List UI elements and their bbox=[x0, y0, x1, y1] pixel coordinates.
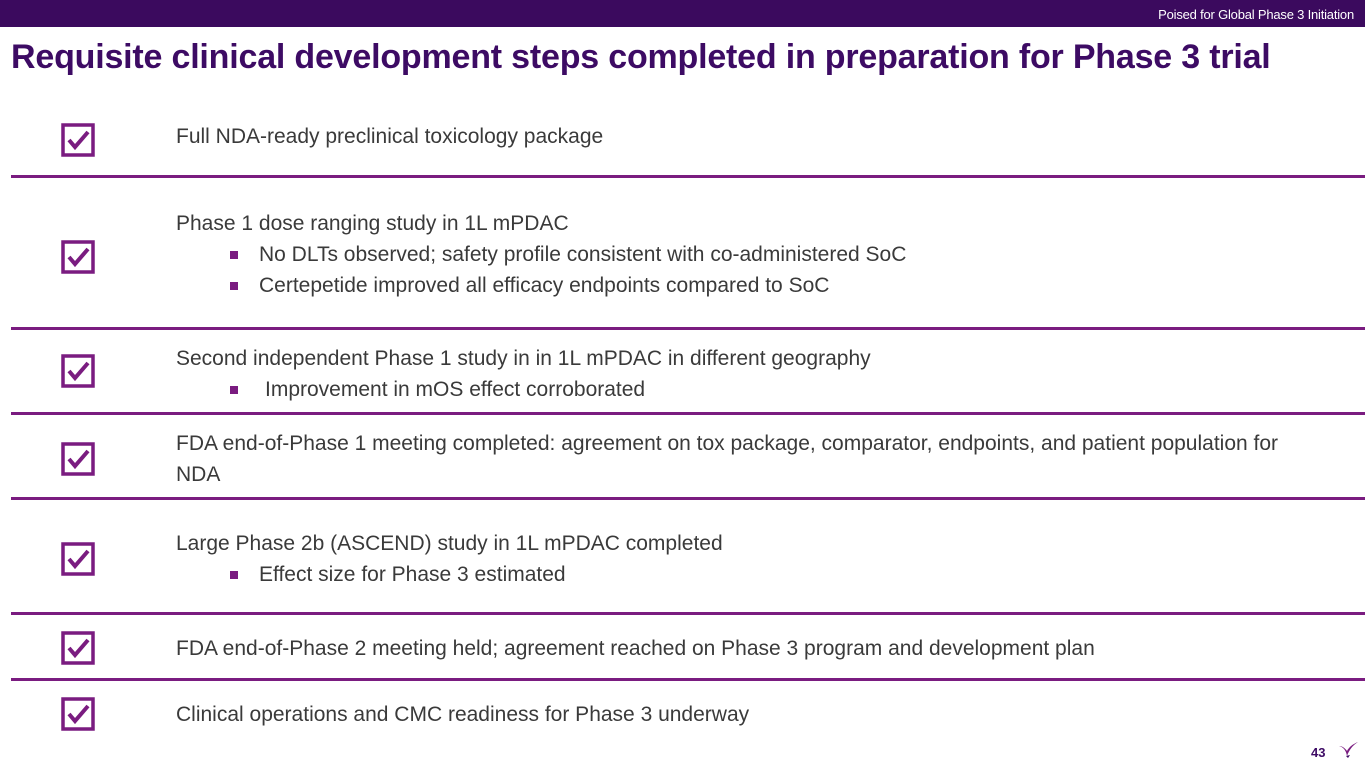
checkbox-checked-icon bbox=[61, 697, 95, 731]
row-divider bbox=[11, 412, 1365, 415]
checkbox-checked-icon bbox=[61, 240, 95, 274]
checkbox-checked-icon bbox=[61, 123, 95, 157]
slide-title: Requisite clinical development steps completed in preparation for Phase 3 trial bbox=[11, 38, 1271, 76]
top-header-bar bbox=[0, 0, 1365, 27]
item-text: Large Phase 2b (ASCEND) study in 1L mPDAC completed bbox=[176, 532, 723, 555]
checkbox-checked-icon bbox=[61, 542, 95, 576]
item-text: Second independent Phase 1 study in in 1L mPDAC in different geography bbox=[176, 347, 871, 370]
item-bullet: Improvement in mOS effect corroborated bbox=[176, 374, 1325, 405]
item-text: FDA end-of-Phase 1 meeting completed: agreement on tox package, comparator, endpoints, and patient population for NDA bbox=[176, 432, 1279, 486]
item-bullet: Certepetide improved all efficacy endpoints compared to SoC bbox=[176, 270, 1325, 301]
bird-logo-icon bbox=[1337, 741, 1359, 764]
row-divider bbox=[11, 497, 1365, 500]
checkbox-checked-icon bbox=[61, 354, 95, 388]
item-text: FDA end-of-Phase 2 meeting held; agreement reached on Phase 3 program and development plan bbox=[176, 637, 1095, 660]
row-divider bbox=[11, 175, 1365, 178]
row-divider bbox=[11, 327, 1365, 330]
page-number: 43 bbox=[1311, 745, 1326, 760]
row-divider bbox=[11, 612, 1365, 615]
checkbox-checked-icon bbox=[61, 442, 95, 476]
item-bullet: No DLTs observed; safety profile consistent with co-administered SoC bbox=[176, 239, 1325, 270]
row-divider bbox=[11, 678, 1365, 681]
item-text: Full NDA-ready preclinical toxicology package bbox=[176, 125, 604, 148]
checkbox-checked-icon bbox=[61, 631, 95, 665]
item-text: Phase 1 dose ranging study in 1L mPDAC bbox=[176, 212, 569, 235]
item-text: Clinical operations and CMC readiness for Phase 3 underway bbox=[176, 703, 750, 726]
section-label: Poised for Global Phase 3 Initiation bbox=[1158, 7, 1354, 22]
item-bullet: Effect size for Phase 3 estimated bbox=[176, 559, 1325, 590]
